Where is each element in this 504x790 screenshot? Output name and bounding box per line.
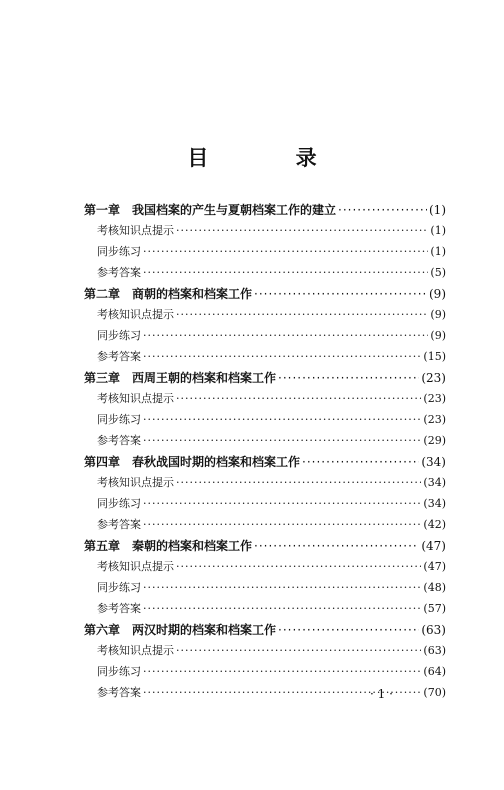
toc-section-row[interactable] bbox=[84, 411, 446, 432]
page-ref: (23) bbox=[421, 371, 446, 385]
toc-chapter-row[interactable] bbox=[84, 621, 446, 642]
dot-leader bbox=[176, 476, 421, 489]
dot-leader bbox=[278, 623, 419, 637]
dot-leader bbox=[143, 581, 421, 594]
section-title: 参考答案 bbox=[97, 686, 141, 699]
toc-section-row[interactable] bbox=[84, 642, 446, 663]
page-title-text: 目 录 bbox=[187, 146, 357, 170]
page-ref: (9) bbox=[430, 308, 446, 321]
toc-section-row[interactable] bbox=[84, 474, 446, 495]
dot-leader bbox=[302, 455, 419, 469]
toc-section-row[interactable] bbox=[84, 264, 446, 285]
page-ref: (1) bbox=[430, 224, 446, 237]
toc-section-row[interactable] bbox=[84, 600, 446, 621]
toc-section-row[interactable] bbox=[84, 222, 446, 243]
page-number: · 1 · bbox=[370, 687, 393, 701]
toc-section-row[interactable] bbox=[84, 306, 446, 327]
page-ref: (23) bbox=[423, 413, 446, 426]
dot-leader bbox=[143, 350, 421, 363]
chapter-number: 第六章 bbox=[84, 623, 121, 637]
dot-leader bbox=[278, 371, 419, 385]
toc-section-row[interactable] bbox=[84, 348, 446, 369]
chapter-title: 我国档案的产生与夏朝档案工作的建立 bbox=[132, 203, 337, 217]
section-title: 同步练习 bbox=[97, 581, 141, 594]
page-ref: (34) bbox=[423, 476, 446, 489]
chapter-number: 第二章 bbox=[84, 287, 121, 301]
section-title: 考核知识点提示 bbox=[97, 308, 174, 321]
page-ref: (48) bbox=[423, 581, 446, 594]
page-ref: (63) bbox=[423, 644, 446, 657]
toc-section-row[interactable] bbox=[84, 579, 446, 600]
dot-leader bbox=[176, 392, 421, 405]
chapter-number: 第三章 bbox=[84, 371, 121, 385]
page-ref: (64) bbox=[423, 665, 446, 678]
page-ref: (34) bbox=[423, 497, 446, 510]
toc-section-row[interactable] bbox=[84, 558, 446, 579]
section-title: 考核知识点提示 bbox=[97, 224, 174, 237]
dot-leader bbox=[176, 644, 421, 657]
page-ref: (42) bbox=[423, 518, 446, 531]
dot-leader bbox=[143, 665, 421, 678]
dot-leader bbox=[254, 287, 427, 301]
section-title: 同步练习 bbox=[97, 245, 141, 258]
toc-section-row[interactable] bbox=[84, 516, 446, 537]
page-ref: (5) bbox=[430, 266, 446, 279]
section-title: 考核知识点提示 bbox=[97, 392, 174, 405]
dot-leader bbox=[176, 308, 428, 321]
section-title: 参考答案 bbox=[97, 350, 141, 363]
section-title: 参考答案 bbox=[97, 266, 141, 279]
dot-leader bbox=[176, 560, 421, 573]
page-ref: (34) bbox=[421, 455, 446, 469]
section-title: 参考答案 bbox=[97, 602, 141, 615]
section-title: 考核知识点提示 bbox=[97, 560, 174, 573]
chapter-title: 西周王朝的档案和档案工作 bbox=[132, 371, 277, 385]
dot-leader bbox=[143, 434, 421, 447]
section-title: 同步练习 bbox=[97, 665, 141, 678]
dot-leader bbox=[254, 539, 419, 553]
chapter-title: 春秋战国时期的档案和档案工作 bbox=[132, 455, 301, 469]
toc-section-row[interactable] bbox=[84, 663, 446, 684]
toc-chapter-row[interactable] bbox=[84, 201, 446, 222]
page-ref: (1) bbox=[429, 203, 446, 217]
dot-leader bbox=[176, 224, 428, 237]
page-ref: (70) bbox=[423, 686, 446, 699]
page-ref: (9) bbox=[430, 329, 446, 342]
toc-section-row[interactable] bbox=[84, 327, 446, 348]
dot-leader bbox=[143, 518, 421, 531]
toc-chapter-row[interactable] bbox=[84, 285, 446, 306]
dot-leader bbox=[143, 266, 428, 279]
toc-chapter-row[interactable] bbox=[84, 537, 446, 558]
chapter-number: 第四章 bbox=[84, 455, 121, 469]
page-ref: (63) bbox=[421, 623, 446, 637]
toc-chapter-row[interactable] bbox=[84, 453, 446, 474]
section-title: 考核知识点提示 bbox=[97, 476, 174, 489]
toc-section-row[interactable] bbox=[84, 243, 446, 264]
dot-leader bbox=[143, 413, 421, 426]
table-of-contents bbox=[84, 201, 446, 705]
section-title: 参考答案 bbox=[97, 434, 141, 447]
chapter-title: 两汉时期的档案和档案工作 bbox=[132, 623, 277, 637]
page-title bbox=[0, 142, 504, 172]
chapter-title: 商朝的档案和档案工作 bbox=[132, 287, 253, 301]
section-title: 同步练习 bbox=[97, 497, 141, 510]
page-ref: (47) bbox=[423, 560, 446, 573]
section-title: 考核知识点提示 bbox=[97, 644, 174, 657]
dot-leader bbox=[143, 245, 428, 258]
page-ref: (57) bbox=[423, 602, 446, 615]
page-ref: (1) bbox=[430, 245, 446, 258]
dot-leader bbox=[143, 497, 421, 510]
toc-section-row[interactable] bbox=[84, 495, 446, 516]
dot-leader bbox=[143, 329, 428, 342]
dot-leader bbox=[143, 602, 421, 615]
page-ref: (29) bbox=[423, 434, 446, 447]
page-ref: (15) bbox=[423, 350, 446, 363]
toc-section-row[interactable] bbox=[84, 390, 446, 411]
section-title: 同步练习 bbox=[97, 413, 141, 426]
section-title: 同步练习 bbox=[97, 329, 141, 342]
chapter-number: 第五章 bbox=[84, 539, 121, 553]
page-ref: (47) bbox=[421, 539, 446, 553]
toc-chapter-row[interactable] bbox=[84, 369, 446, 390]
chapter-title: 秦朝的档案和档案工作 bbox=[132, 539, 253, 553]
page-ref: (9) bbox=[429, 287, 446, 301]
toc-section-row[interactable] bbox=[84, 432, 446, 453]
dot-leader bbox=[338, 203, 427, 217]
page-ref: (23) bbox=[423, 392, 446, 405]
chapter-number: 第一章 bbox=[84, 203, 121, 217]
section-title: 参考答案 bbox=[97, 518, 141, 531]
